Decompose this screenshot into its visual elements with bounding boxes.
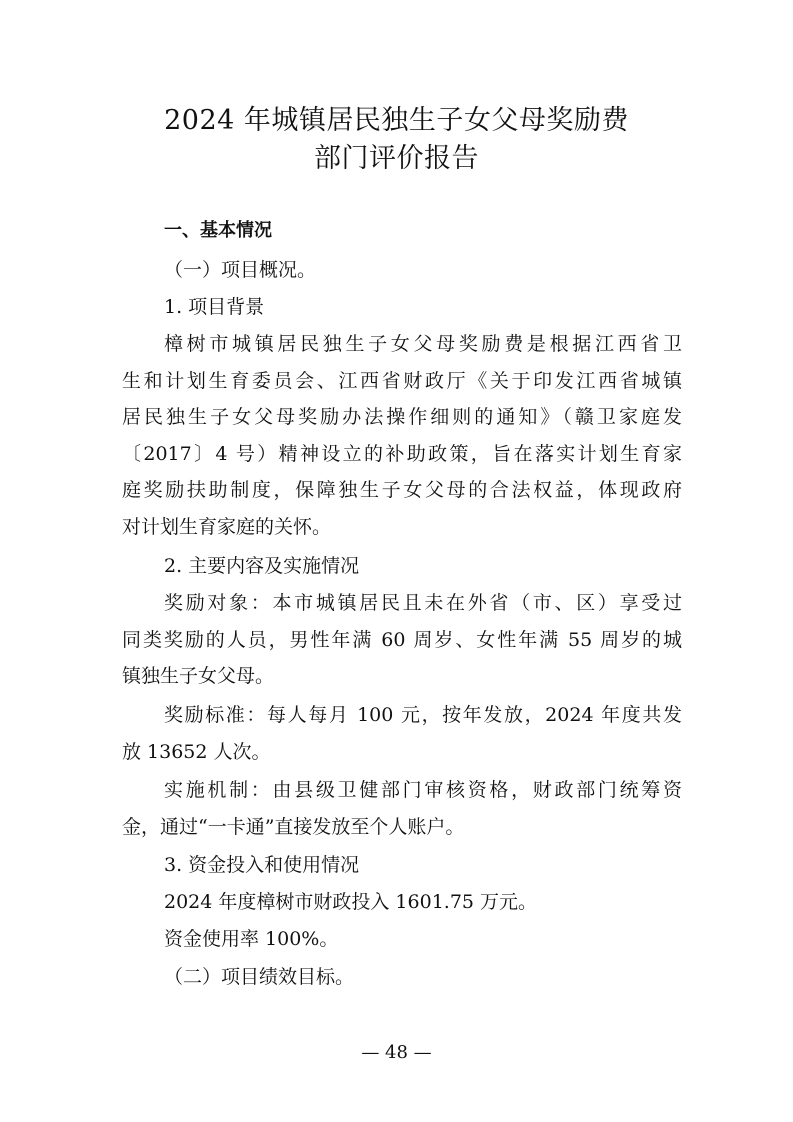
paragraph-line: 镇独生子女父母。 xyxy=(122,665,275,687)
item-heading-background: 1. 项目背景 xyxy=(164,296,265,318)
paragraph-line: 对计划生育家庭的关怀。 xyxy=(122,516,332,538)
report-title-line-1: 2024 年城镇居民独生子女父母奖励费 xyxy=(164,105,629,136)
item-heading-content: 2. 主要内容及实施情况 xyxy=(164,555,360,577)
paragraph-line: 同类奖励的人员，男性年满 60 周岁、女性年满 55 周岁的城 xyxy=(122,629,682,651)
section-heading-basic-info: 一、基本情况 xyxy=(164,220,272,241)
paragraph-line: 放 13652 人次。 xyxy=(122,741,271,763)
paragraph-line: 2024 年度樟树市财政投入 1601.75 万元。 xyxy=(164,891,538,913)
subsection-heading-overview: （一）项目概况。 xyxy=(164,259,317,281)
paragraph-line: 资金使用率 100%。 xyxy=(164,928,339,950)
item-heading-funding: 3. 资金投入和使用情况 xyxy=(164,854,360,876)
subsection-heading-performance-goals: （二）项目绩效目标。 xyxy=(164,966,355,988)
paragraph-line: 奖励标准：每人每月 100 元，按年发放，2024 年度共发 xyxy=(164,704,682,726)
paragraph-line: 金，通过“一卡通”直接发放至个人账户。 xyxy=(122,816,465,838)
report-title-line-2: 部门评价报告 xyxy=(314,143,479,174)
page-number: — 48 — xyxy=(361,1042,432,1063)
paragraph-line: 庭奖励扶助制度，保障独生子女父母的合法权益，体现政府 xyxy=(122,479,682,501)
paragraph-line: 居民独生子女父母奖励办法操作细则的通知》（赣卫家庭发 xyxy=(122,406,682,428)
paragraph-line: 樟树市城镇居民独生子女父母奖励费是根据江西省卫 xyxy=(164,333,682,355)
paragraph-line: 奖励对象：本市城镇居民且未在外省（市、区）享受过 xyxy=(164,592,682,614)
paragraph-line: 生和计划生育委员会、江西省财政厅《关于印发江西省城镇 xyxy=(122,370,682,392)
paragraph-line: 〔2017〕4 号）精神设立的补助政策，旨在落实计划生育家 xyxy=(122,443,682,465)
paragraph-line: 实施机制：由县级卫健部门审核资格，财政部门统筹资 xyxy=(164,779,682,801)
